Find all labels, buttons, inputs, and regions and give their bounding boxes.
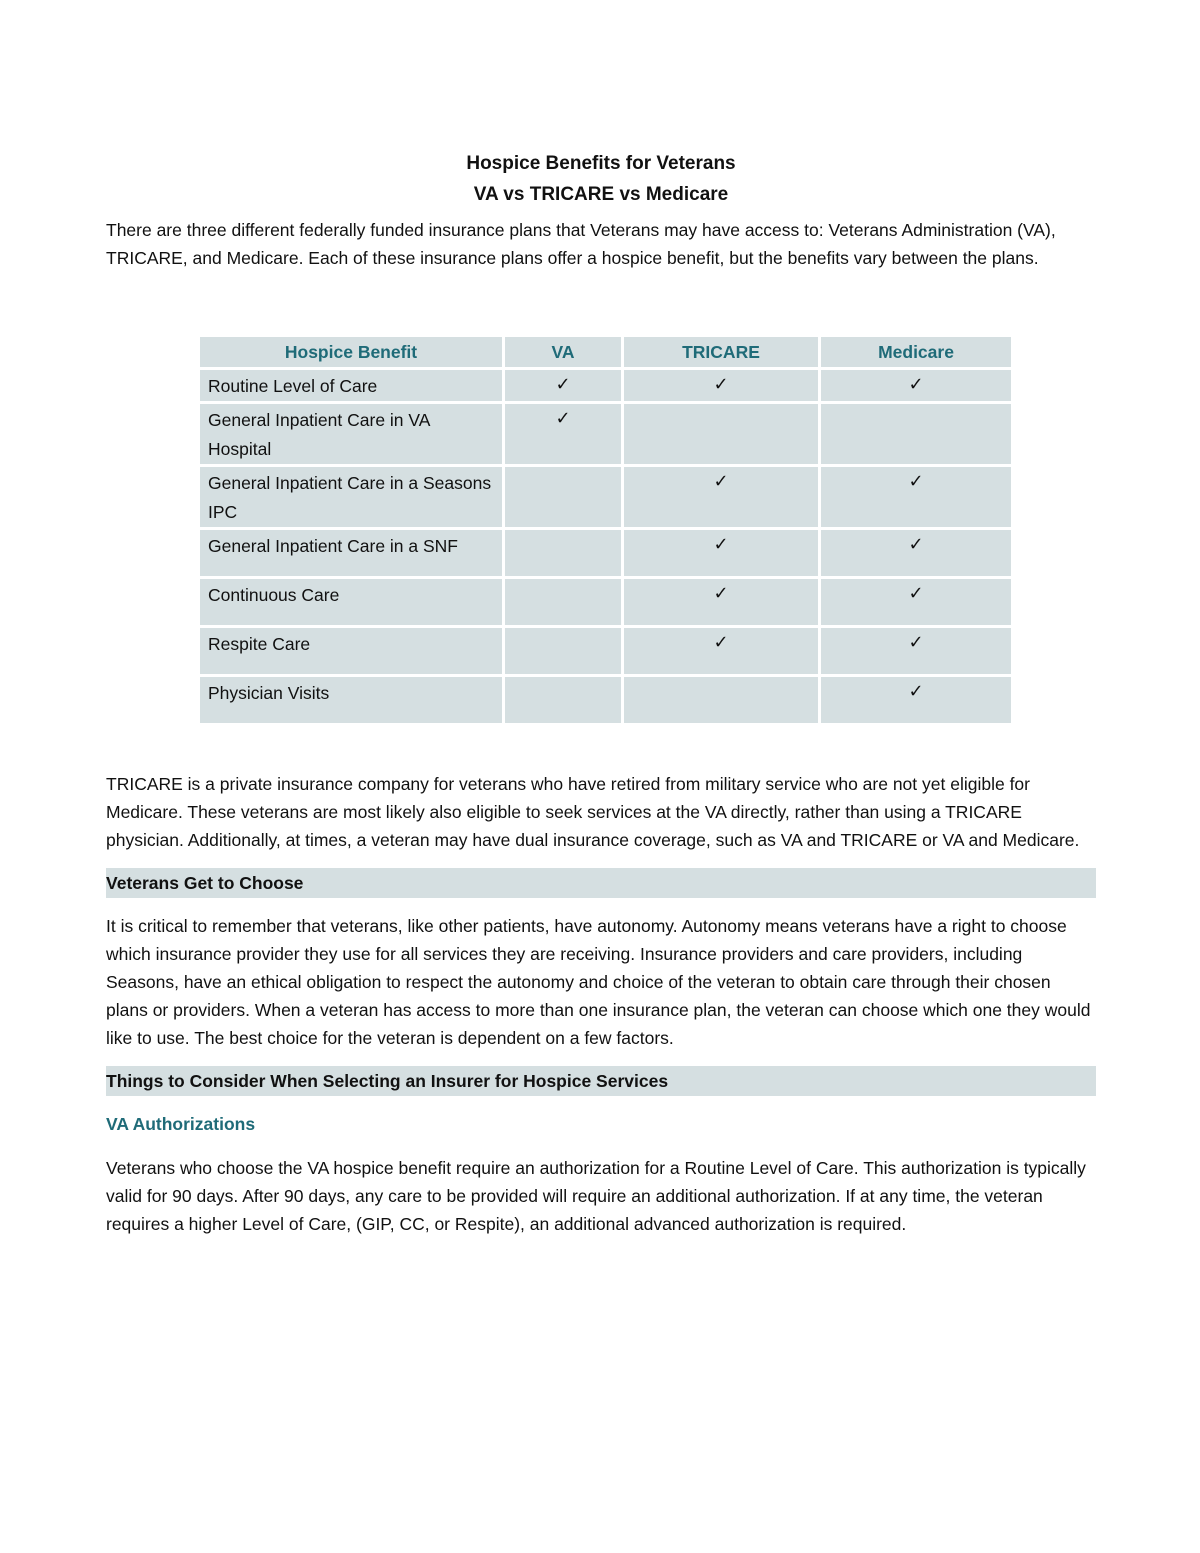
check-icon: ✓	[624, 579, 818, 625]
table-row	[200, 677, 1011, 723]
check-icon: ✓	[821, 530, 1011, 576]
row-label: General Inpatient Care in VA Hospital	[200, 404, 502, 464]
section-heading-consider: Things to Consider When Selecting an Insurer for Hospice Services	[106, 1066, 1096, 1096]
table-row	[200, 404, 1011, 464]
check-icon: ✓	[505, 370, 621, 401]
page-subtitle: VA vs TRICARE vs Medicare	[473, 184, 729, 205]
intro-paragraph: There are three different federally funded insurance plans that Veterans may have access to: Veterans Administration (VA), TRICARE, and Medicare. Each of these insurance plans offer a hospice benefit, but the benefits vary between the plans.	[106, 220, 1056, 268]
table-row	[200, 579, 1011, 625]
check-icon: ✓	[821, 467, 1011, 527]
check-icon	[624, 677, 818, 723]
table-row	[200, 628, 1011, 674]
table-row	[200, 370, 1011, 401]
page-title: Hospice Benefits for Veterans	[466, 153, 736, 174]
check-icon: ✓	[821, 370, 1011, 401]
row-label: General Inpatient Care in a Seasons IPC	[200, 467, 502, 527]
header-medicare: Medicare	[821, 337, 1011, 367]
check-icon: ✓	[505, 404, 621, 464]
check-icon: ✓	[624, 530, 818, 576]
check-icon	[505, 467, 621, 527]
choose-paragraph: It is critical to remember that veterans, like other patients, have autonomy. Autonomy means veterans have a right to choose which insurance provider they use for all services they are receiving. Insurance providers and care providers, including Seasons, have an ethical obligation to respect the autonomy and choice of the veteran to obtain care through their chosen plans or providers. When a veteran has access to more than one insurance plan, the veteran can choose which one they would like to use. The best choice for the veteran is dependent on a few factors.	[106, 916, 1091, 1048]
check-icon: ✓	[624, 467, 818, 527]
check-icon: ✓	[821, 579, 1011, 625]
check-icon: ✓	[624, 370, 818, 401]
check-icon	[821, 404, 1011, 464]
header-hospice-benefit: Hospice Benefit	[200, 337, 502, 367]
row-label: Continuous Care	[200, 579, 502, 625]
subheading-va-authorizations: VA Authorizations	[106, 1114, 256, 1134]
table-row	[200, 530, 1011, 576]
header-va: VA	[505, 337, 621, 367]
check-icon: ✓	[624, 628, 818, 674]
check-icon	[505, 628, 621, 674]
table-header-row	[200, 337, 1011, 367]
row-label: General Inpatient Care in a SNF	[200, 530, 502, 576]
check-icon	[624, 404, 818, 464]
header-tricare: TRICARE	[624, 337, 818, 367]
row-label: Respite Care	[200, 628, 502, 674]
section-heading-choose: Veterans Get to Choose	[106, 868, 1096, 898]
row-label: Physician Visits	[200, 677, 502, 723]
benefits-table	[197, 334, 1014, 726]
va-authorizations-paragraph: Veterans who choose the VA hospice benefit require an authorization for a Routine Level of Care. This authorization is typically valid for 90 days. After 90 days, any care to be provided will require an additional authorization. If at any time, the veteran requires a higher Level of Care, (GIP, CC, or Respite), an additional advanced authorization is required.	[106, 1158, 1086, 1234]
tricare-paragraph: TRICARE is a private insurance company for veterans who have retired from military service who are not yet eligible for Medicare. These veterans are most likely also eligible to seek services at the VA directly, rather than using a TRICARE physician. Additionally, at times, a veteran may have dual insurance coverage, such as VA and TRICARE or VA and Medicare.	[106, 774, 1080, 850]
check-icon	[505, 579, 621, 625]
row-label: Routine Level of Care	[200, 370, 502, 401]
check-icon	[505, 530, 621, 576]
check-icon	[505, 677, 621, 723]
body-sections	[106, 770, 1096, 1238]
document-page	[106, 148, 1096, 1234]
check-icon: ✓	[821, 677, 1011, 723]
check-icon: ✓	[821, 628, 1011, 674]
table-row	[200, 467, 1011, 527]
